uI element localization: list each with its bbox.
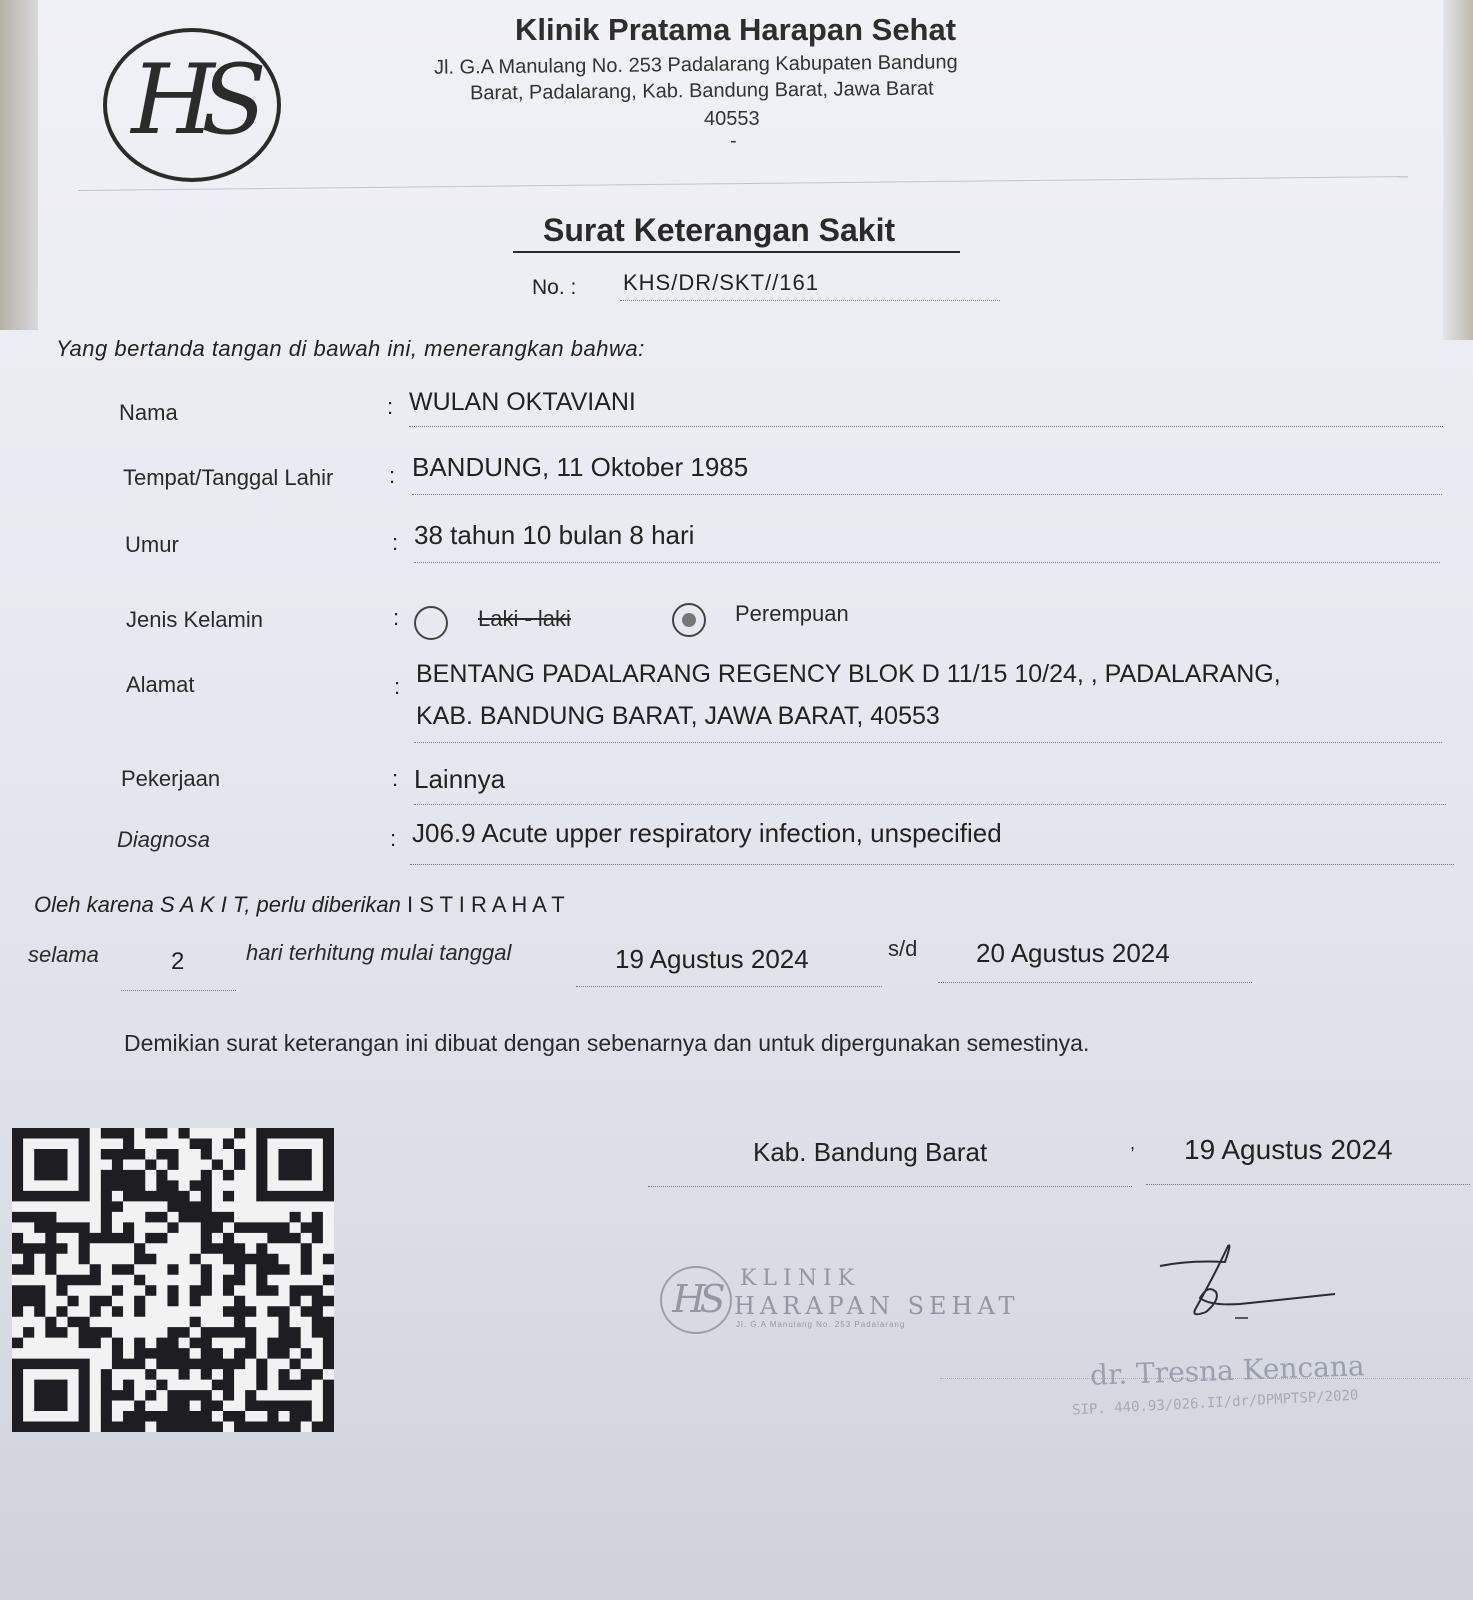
- job-value: Lainnya: [414, 764, 506, 794]
- signing-place-underline: [648, 1186, 1132, 1187]
- age-colon: :: [392, 530, 399, 555]
- duration-days: 2: [171, 948, 185, 975]
- stamp-line3: Jl. G.A Manulang No. 253 Padalarang: [736, 1320, 906, 1329]
- diagnosis-underline: [410, 864, 1454, 865]
- start-label: hari terhitung mulai tanggal: [246, 940, 512, 965]
- start-date-underline: [576, 986, 882, 987]
- closing-statement: Demikian surat keterangan ini dibuat dengan sebenarnya dan untuk dipergunakan semestinya.: [124, 1030, 1090, 1056]
- clinic-postal-code: 40553: [704, 108, 760, 130]
- start-date: 19 Agustus 2024: [615, 944, 809, 974]
- signing-date-underline: [1146, 1184, 1470, 1185]
- rest-sentence-suffix: I S T I R A H A T: [407, 892, 565, 917]
- diagnosis-colon: :: [390, 826, 397, 851]
- stamp-monogram-icon: HS: [660, 1266, 732, 1334]
- logo-monogram: HS: [131, 44, 253, 156]
- qr-modules: [12, 1128, 334, 1432]
- stamp-line1: KLINIK: [740, 1266, 861, 1291]
- title-underline: [513, 251, 960, 253]
- paper-edge-right: [1443, 0, 1473, 340]
- end-date-underline: [938, 982, 1252, 983]
- birth-colon: :: [389, 463, 396, 488]
- gender-colon: :: [393, 605, 400, 630]
- doctor-signature-icon: [1150, 1236, 1350, 1326]
- age-value: 38 tahun 10 bulan 8 hari: [414, 520, 695, 550]
- name-value: WULAN OKTAVIANI: [409, 388, 636, 416]
- name-colon: :: [387, 394, 394, 419]
- address-colon: :: [394, 674, 401, 699]
- rest-sentence-prefix: Oleh karena S A K I T, perlu diberikan: [34, 892, 401, 917]
- doctor-license: SIP. 440.93/026.II/dr/DPMPTSP/2020: [1071, 1387, 1359, 1419]
- document-number-value: KHS/DR/SKT//161: [623, 270, 819, 295]
- address-value-line2: KAB. BANDUNG BARAT, JAWA BARAT, 40553: [416, 702, 940, 730]
- signing-comma: ,: [1130, 1133, 1136, 1153]
- job-colon: :: [392, 766, 399, 791]
- clinic-address-line2: Barat, Padalarang, Kab. Bandung Barat, Jawa Barat: [469, 77, 934, 105]
- gender-male-label: Laki - laki: [478, 606, 571, 631]
- gender-female-radio[interactable]: [672, 603, 706, 637]
- gender-female-label: Perempuan: [735, 601, 849, 626]
- birth-underline: [412, 494, 1442, 495]
- number-underline: [620, 300, 1000, 301]
- signing-place: Kab. Bandung Barat: [753, 1137, 988, 1167]
- document-number-label: No. :: [532, 276, 577, 299]
- doctor-name: dr. Tresna Kencana: [1089, 1349, 1366, 1392]
- qr-code-icon: [12, 1128, 334, 1432]
- end-date: 20 Agustus 2024: [976, 938, 1170, 968]
- duration-label: selama: [28, 942, 99, 967]
- paper-edge-left: [0, 0, 38, 330]
- name-underline: [409, 426, 1443, 427]
- document-title: Surat Keterangan Sakit: [543, 212, 896, 248]
- duration-underline: [121, 990, 236, 991]
- age-underline: [414, 562, 1440, 563]
- stamp-line2: HARAPAN SEHAT: [734, 1292, 1020, 1320]
- birth-label: Tempat/Tanggal Lahir: [123, 465, 334, 490]
- address-label: Alamat: [126, 672, 195, 697]
- address-value-line1: BENTANG PADALARANG REGENCY BLOK D 11/15 10/24, , PADALARANG,: [416, 660, 1281, 688]
- header-divider: [78, 176, 1408, 191]
- gender-male-radio[interactable]: [414, 606, 448, 640]
- age-label: Umur: [125, 532, 179, 557]
- name-label: Nama: [119, 400, 178, 425]
- signing-date: 19 Agustus 2024: [1184, 1134, 1393, 1165]
- header-dash: -: [730, 130, 737, 152]
- diagnosis-value: J06.9 Acute upper respiratory infection, unspecified: [412, 818, 1002, 848]
- gender-label: Jenis Kelamin: [126, 607, 263, 632]
- job-underline: [414, 804, 1446, 805]
- diagnosis-label: Diagnosa: [117, 827, 210, 852]
- address-underline: [414, 742, 1442, 743]
- intro-text: Yang bertanda tangan di bawah ini, menerangkan bahwa:: [56, 336, 645, 361]
- radio-selected-dot: [682, 613, 696, 627]
- clinic-name: Klinik Pratama Harapan Sehat: [515, 12, 957, 47]
- until-label: s/d: [888, 936, 918, 961]
- clinic-address-line1: Jl. G.A Manulang No. 253 Padalarang Kabupaten Bandung: [433, 51, 958, 79]
- job-label: Pekerjaan: [121, 766, 221, 791]
- clinic-logo-icon: [103, 28, 281, 182]
- birth-value: BANDUNG, 11 Oktober 1985: [412, 452, 749, 482]
